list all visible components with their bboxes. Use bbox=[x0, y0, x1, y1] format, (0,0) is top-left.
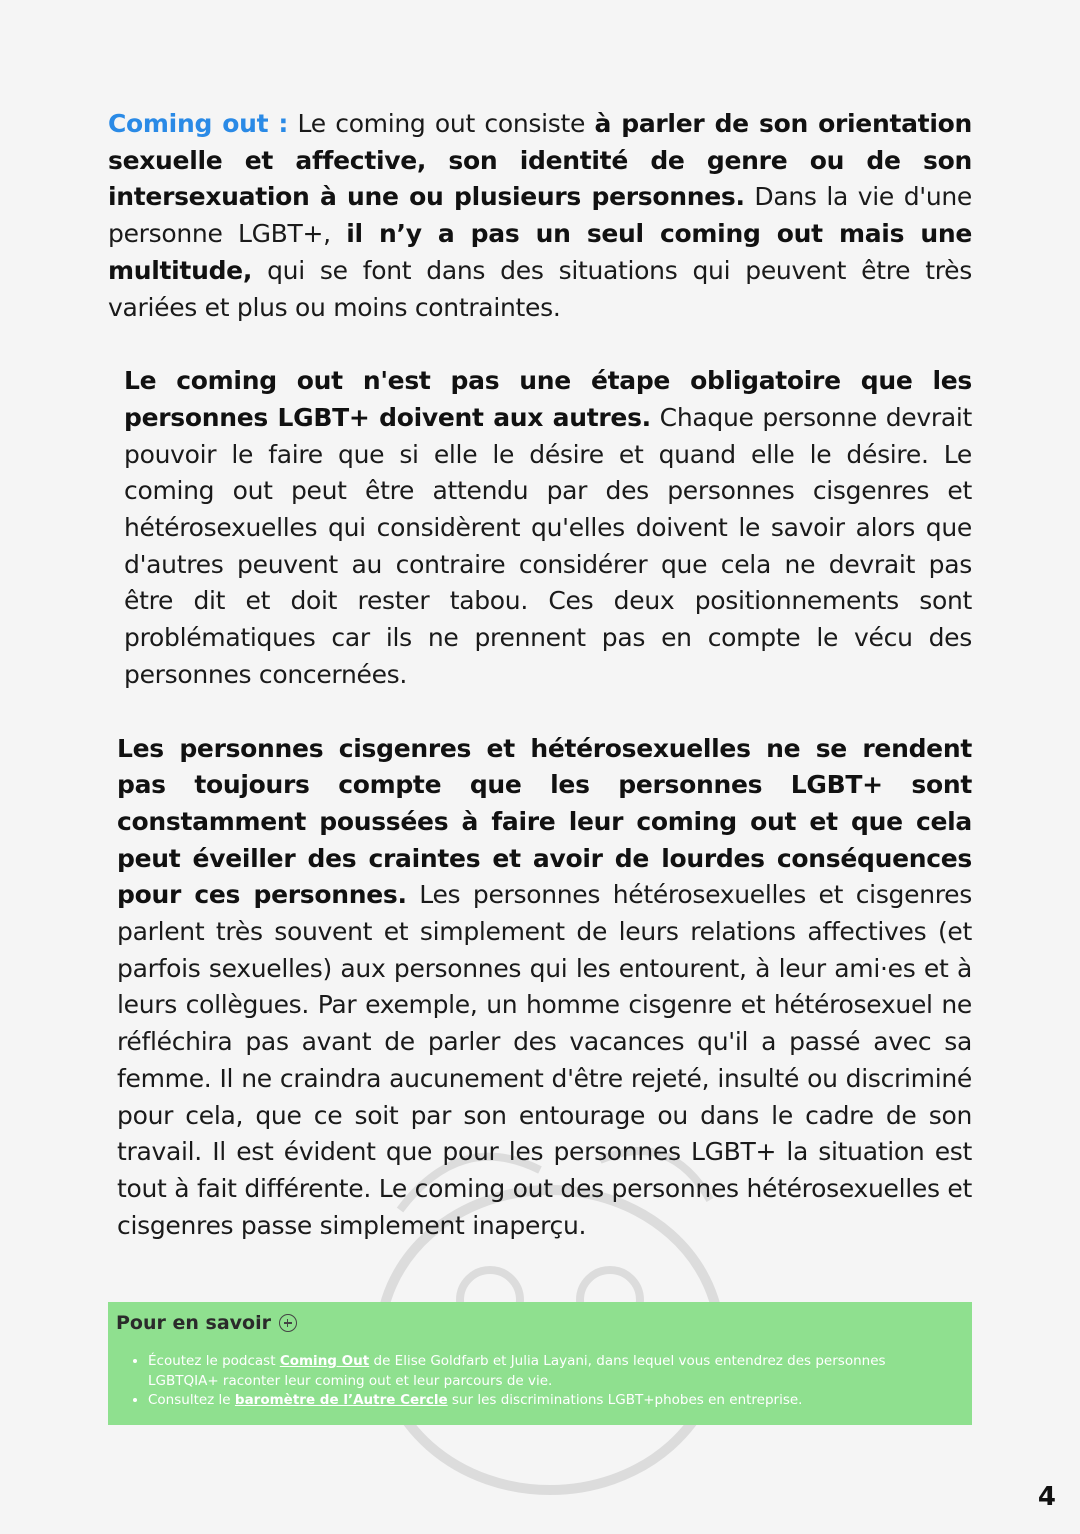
paragraph-not-mandatory: Le coming out n'est pas une étape obligatoire que les personnes LGBT+ doivent aux autres. Chaque personne devrait pouvoir le faire que si elle le désire et quand elle le désire. Le coming out peut être attendu par des personnes cisgenres et hétérosexuelles qui considèrent qu'elles doivent le savoir alors que d'autres peuvent au contraire considérer que cela ne devrait pas être dit et doit rester tabou. Ces deux positionnements sont problématiques car ils ne prennent pas en compte le vécu des personnes concernées. bbox=[124, 366, 973, 689]
coming-out-podcast-link[interactable]: Coming Out bbox=[279, 1353, 370, 1369]
term-label: Coming out : bbox=[108, 109, 289, 138]
more-info-box bbox=[108, 1302, 972, 1425]
main-content bbox=[108, 106, 972, 1244]
autre-cercle-barometer-link[interactable]: baromètre de l’Autre Cercle bbox=[234, 1392, 448, 1408]
page-number: 4 bbox=[1037, 1482, 1056, 1512]
more-info-title: Pour en savoir bbox=[116, 1312, 958, 1334]
paragraph-coming-out-definition: Coming out : Le coming out consiste à parler de son orientation sexuelle et affective, son identité de genre ou de son intersexuation à une ou plusieurs personnes. Dans la vie d'une personne LGBT+, il n’y a pas un seul coming out mais une multitude, qui se font dans des situations qui peuvent être très variées et plus ou moins contraintes. bbox=[108, 109, 973, 322]
list-item: • Écoutez le podcast Coming Out de Elise Goldfarb et Julia Layani, dans lequel vous entendrez des personnes LGBTQIA+ raconter leur coming out et leur parcours de vie. bbox=[148, 1352, 958, 1391]
list-item: • Consultez le baromètre de l’Autre Cercle sur les discriminations LGBT+phobes en entreprise. bbox=[148, 1391, 958, 1411]
resource-list bbox=[116, 1352, 958, 1411]
plus-circle-icon[interactable] bbox=[279, 1314, 297, 1332]
paragraph-cisgender-awareness: Les personnes cisgenres et hétérosexuelles ne se rendent pas toujours compte que les personnes LGBT+ sont constamment poussées à faire leur coming out et que cela peut éveiller des craintes et avoir de lourdes conséquences pour ces personnes. Les personnes hétérosexuelles et cisgenres parlent très souvent et simplement de leurs relations affectives (et parfois sexuelles) aux personnes qui les entourent, à leur ami·es et à leurs collègues. Par exemple, un homme cisgenre et hétérosexuel ne réfléchira pas avant de parler des vacances qu'il a passé avec sa femme. Il ne craindra aucunement d'être rejeté, insulté ou discriminé pour cela, que ce soit par son entourage ou dans le cadre de son travail. Il est évident que pour les personnes LGBT+ la situation est tout à fait différente. Le coming out des personnes hétérosexuelles et cisgenres passe simplement inaperçu. bbox=[117, 733, 972, 1240]
